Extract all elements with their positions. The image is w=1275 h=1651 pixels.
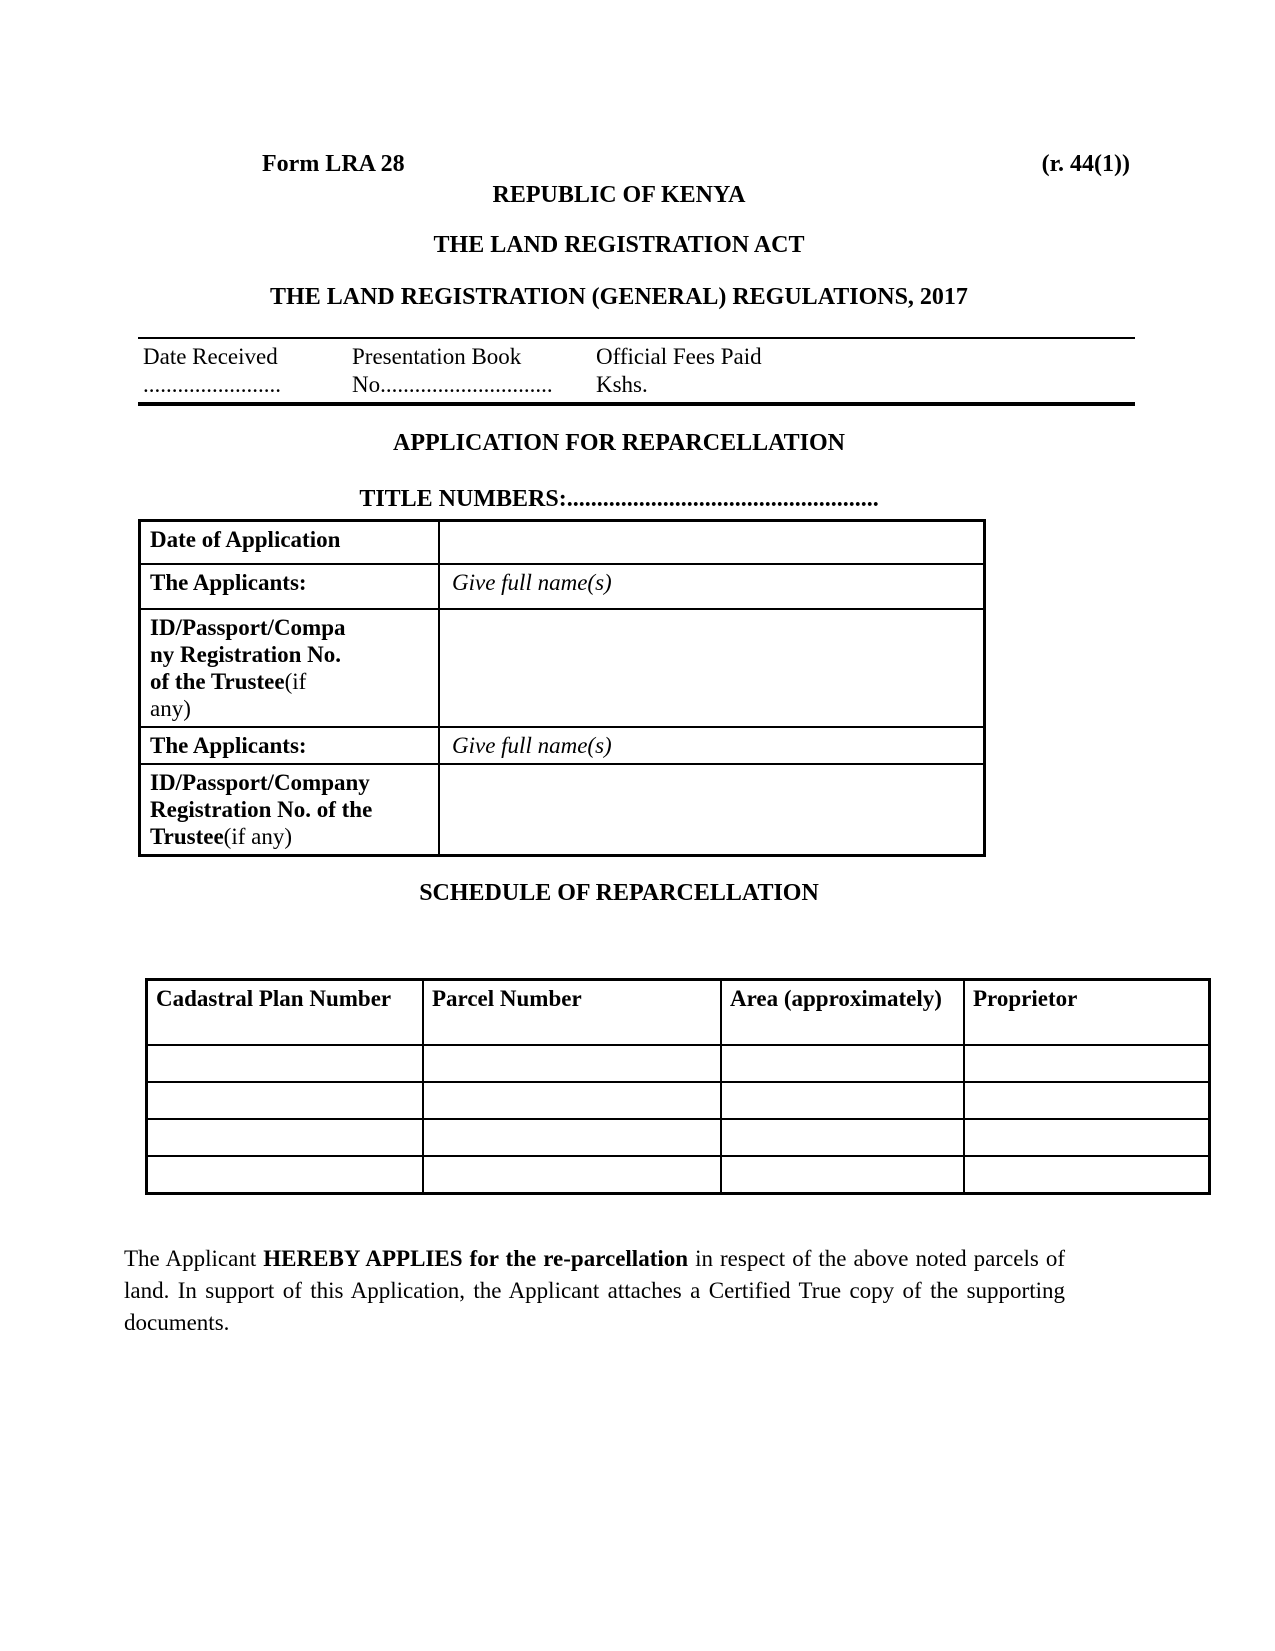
presentation-book-label: Presentation Book	[352, 344, 522, 369]
schedule-row	[147, 1045, 1210, 1082]
applicants-table	[138, 519, 986, 857]
schedule-cell[interactable]	[423, 1045, 721, 1082]
title-numbers-line	[19, 485, 1219, 513]
schedule-cell[interactable]	[147, 1045, 424, 1082]
form-header	[262, 150, 1130, 178]
form-number: Form LRA 28	[262, 151, 405, 177]
row-label-id-passport-company	[140, 764, 440, 856]
form-title: APPLICATION FOR REPARCELLATION	[392, 430, 846, 456]
declaration-text-before: The Applicant	[124, 1246, 264, 1271]
schedule-col-cadastral-plan: Cadastral Plan Number	[147, 980, 424, 1046]
official-fees-block	[596, 343, 1135, 399]
schedule-col-proprietor: Proprietor	[964, 980, 1210, 1046]
row-label-text: The Applicants:	[150, 733, 307, 758]
declaration-paragraph	[124, 1243, 1065, 1339]
schedule-cell[interactable]	[147, 1082, 424, 1119]
official-fees-fill[interactable]: Kshs.	[596, 372, 648, 397]
row-label-text: ID/Passport/Compa ny Registration No. of the Trustee	[150, 615, 346, 694]
date-of-application-field[interactable]	[439, 521, 985, 565]
receipt-strip	[138, 337, 1135, 406]
republic-heading: REPUBLIC OF KENYA	[492, 182, 746, 208]
trustee-id-field[interactable]	[439, 764, 985, 856]
row-label-suffix: (if any)	[223, 824, 292, 849]
schedule-row	[147, 1082, 1210, 1119]
table-row	[140, 521, 985, 565]
schedule-col-area: Area (approximately)	[721, 980, 964, 1046]
table-row	[140, 727, 985, 764]
row-label-text: ID/Passport/Company Registration No. of the Trustee	[150, 770, 373, 849]
schedule-title: SCHEDULE OF REPARCELLATION	[419, 880, 819, 906]
official-fees-label: Official Fees Paid	[596, 344, 762, 369]
row-label-text: Date of Application	[150, 527, 341, 552]
presentation-book-block	[352, 343, 596, 399]
schedule-cell[interactable]	[423, 1156, 721, 1194]
row-label-applicants	[140, 564, 440, 609]
date-received-block	[138, 343, 352, 399]
schedule-cell[interactable]	[964, 1045, 1210, 1082]
row-label-text: The Applicants:	[150, 570, 307, 595]
date-received-fill[interactable]: ........................	[143, 372, 281, 397]
applicants-name-field[interactable]	[439, 727, 985, 764]
schedule-cell[interactable]	[964, 1082, 1210, 1119]
schedule-cell[interactable]	[721, 1156, 964, 1194]
schedule-col-parcel-number: Parcel Number	[423, 980, 721, 1046]
schedule-cell[interactable]	[147, 1119, 424, 1156]
regulations-heading: THE LAND REGISTRATION (GENERAL) REGULATIONS, 2017	[270, 284, 968, 310]
presentation-book-fill[interactable]: No..............................	[352, 372, 553, 397]
trustee-id-field[interactable]	[439, 609, 985, 727]
row-label-applicants	[140, 727, 440, 764]
act-heading: THE LAND REGISTRATION ACT	[433, 232, 805, 258]
row-label-id-passport-company	[140, 609, 440, 727]
table-row	[140, 764, 985, 856]
schedule-cell[interactable]	[964, 1119, 1210, 1156]
declaration-text-bold: HEREBY APPLIES for the re-parcellation	[263, 1246, 689, 1271]
schedule-cell[interactable]	[423, 1082, 721, 1119]
schedule-row	[147, 1119, 1210, 1156]
schedule-cell[interactable]	[147, 1156, 424, 1194]
table-row	[140, 609, 985, 727]
schedule-cell[interactable]	[721, 1119, 964, 1156]
schedule-table	[145, 978, 1211, 1195]
schedule-row	[147, 1156, 1210, 1194]
title-numbers-fill[interactable]: ....................................................	[566, 486, 879, 512]
title-numbers-label: TITLE NUMBERS:	[359, 486, 567, 512]
give-full-names-hint: Give full name(s)	[452, 733, 612, 758]
schedule-cell[interactable]	[721, 1045, 964, 1082]
schedule-header-row	[147, 980, 1210, 1046]
give-full-names-hint: Give full name(s)	[452, 570, 612, 595]
rule-reference: (r. 44(1))	[1041, 151, 1130, 177]
row-label-date-of-application	[140, 521, 440, 565]
date-received-label: Date Received	[143, 344, 278, 369]
table-row	[140, 564, 985, 609]
schedule-cell[interactable]	[964, 1156, 1210, 1194]
declaration-text-after: in respect of the above noted parcels of land. In support of this Application, the Applicant attaches a Certified True copy of the supporting documents.	[124, 1246, 1065, 1335]
schedule-cell[interactable]	[423, 1119, 721, 1156]
schedule-cell[interactable]	[721, 1082, 964, 1119]
row-label-suffix: (if any)	[150, 669, 307, 721]
applicants-name-field[interactable]	[439, 564, 985, 609]
